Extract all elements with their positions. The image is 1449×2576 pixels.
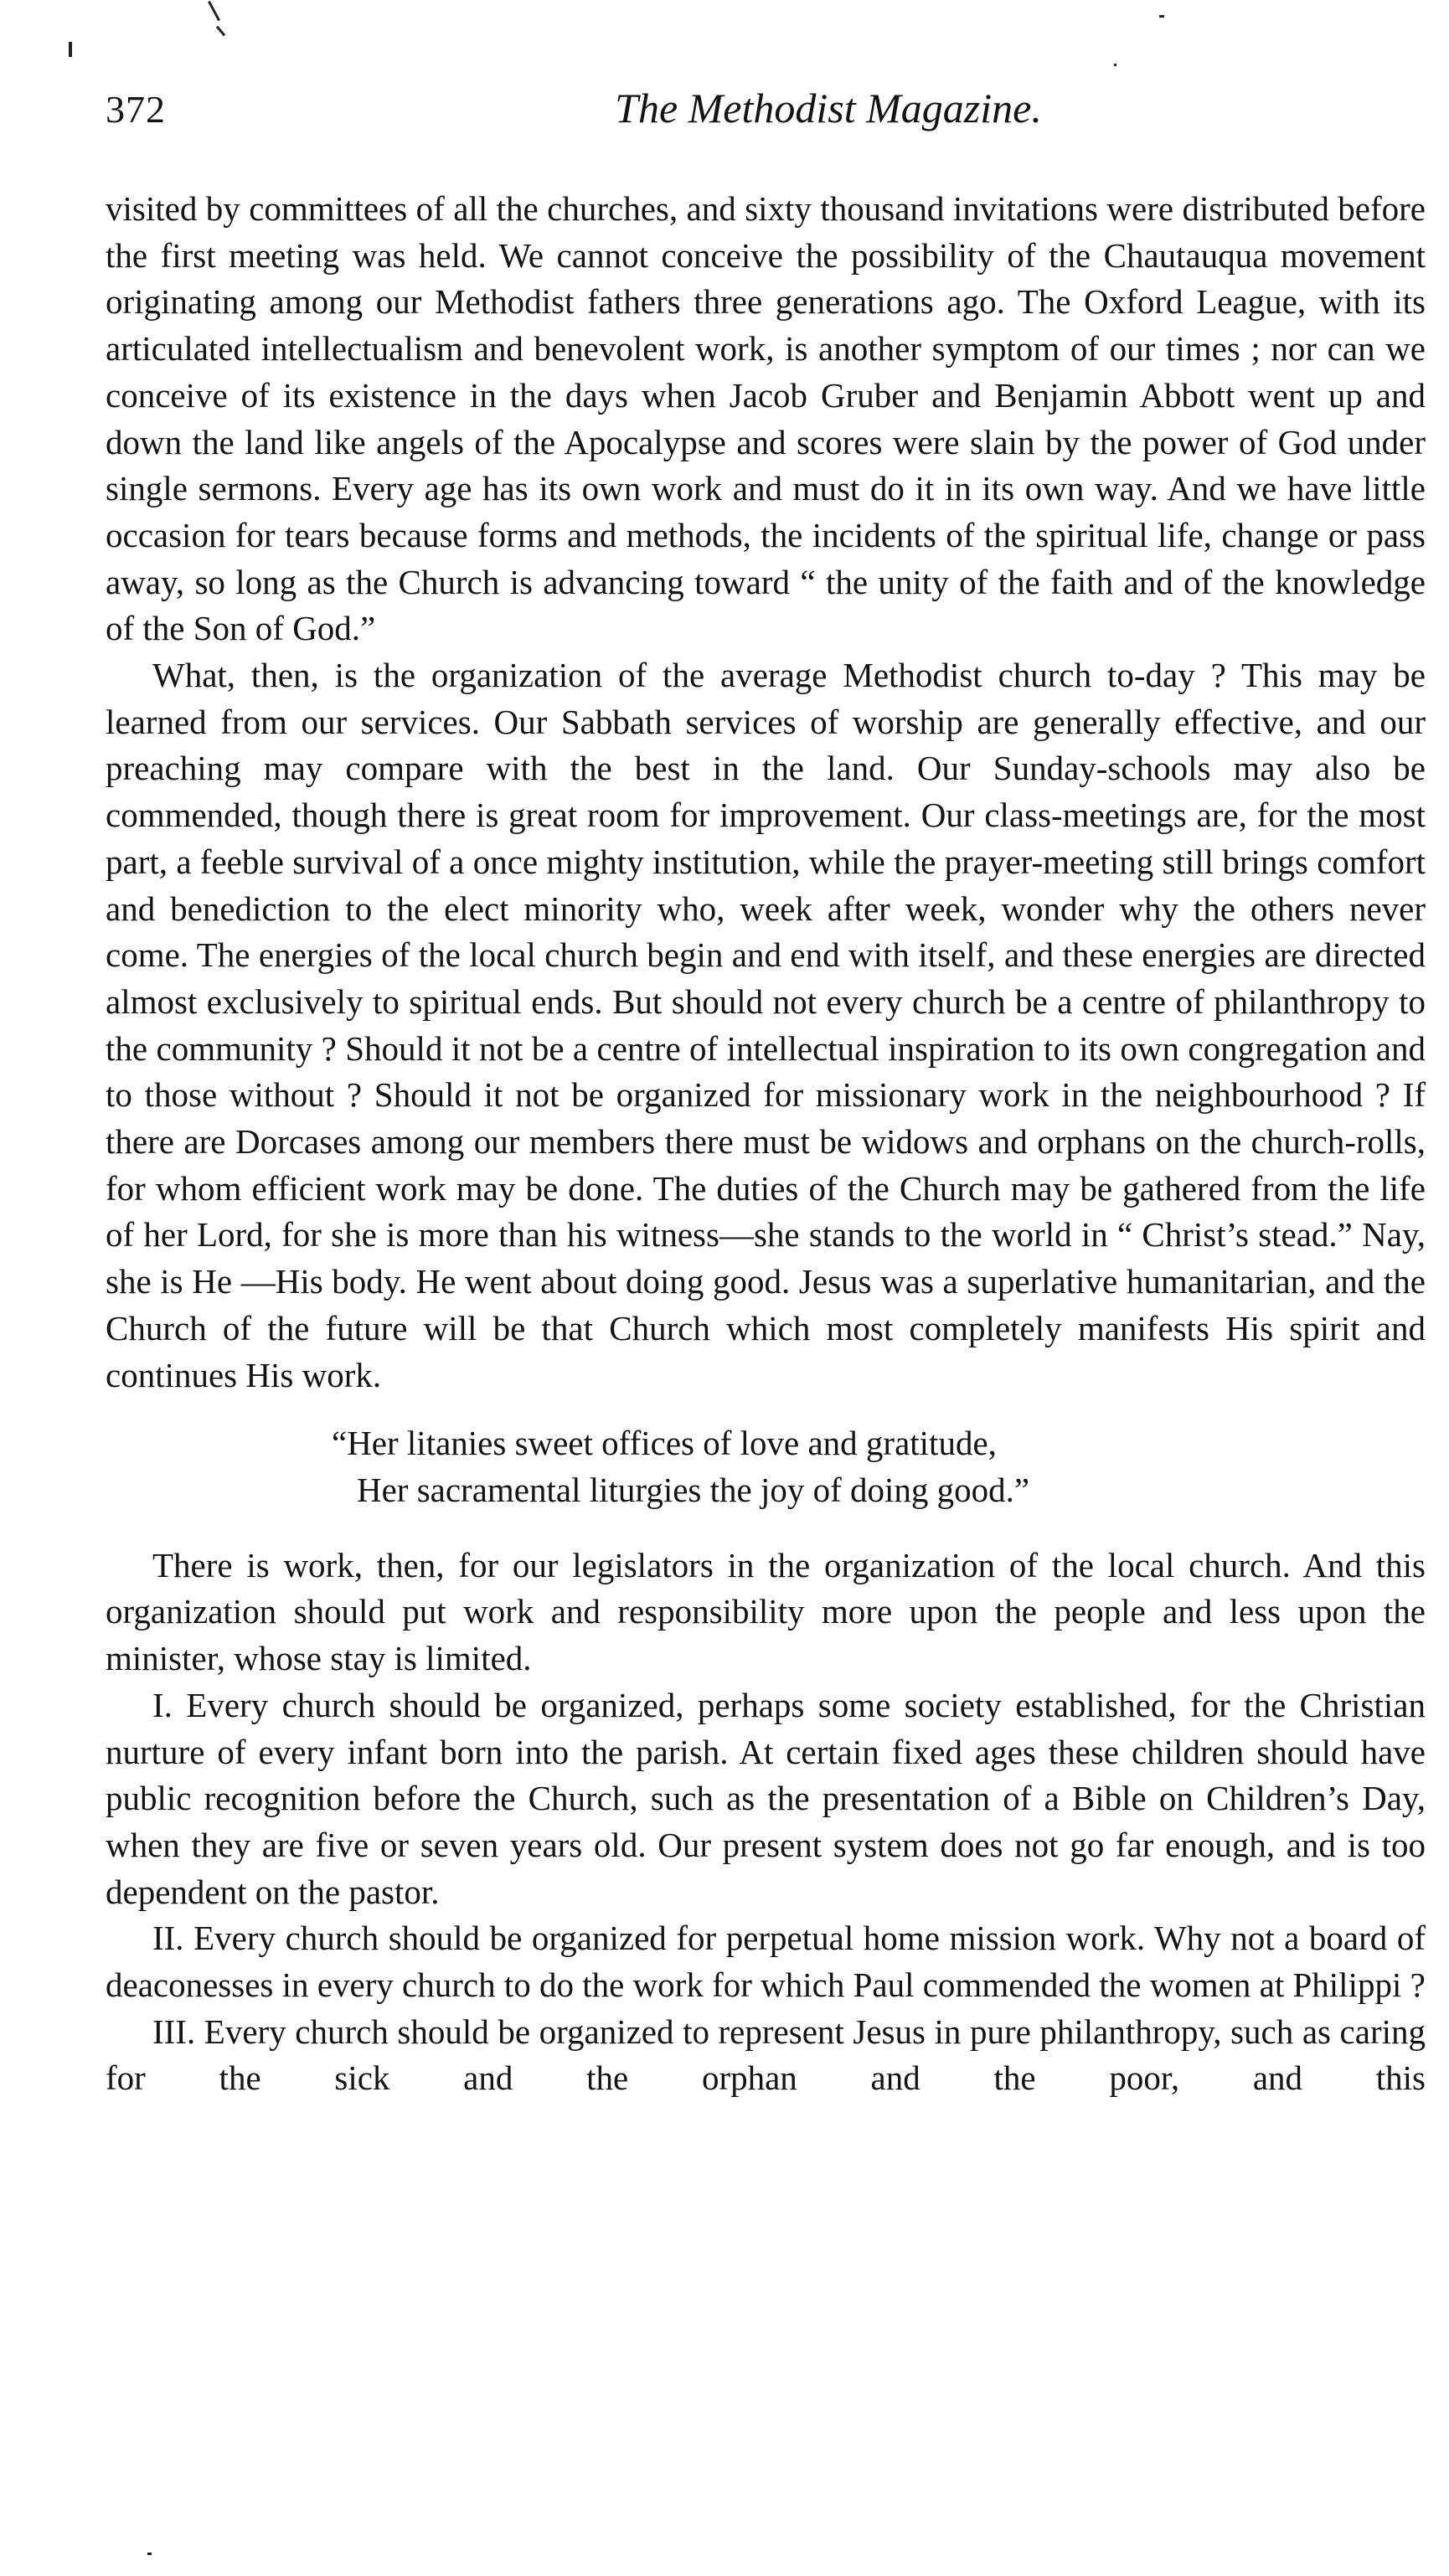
scan-mark <box>216 26 225 37</box>
running-title: The Methodist Magazine. <box>615 85 1042 131</box>
quote-line: Her sacramental liturgies the joy of doing good.” <box>357 1470 1030 1509</box>
scan-mark <box>147 2553 152 2555</box>
paragraph: visited by committees of all the churches, and sixty thousand invitations were distributed before the first meeting was held. We cannot conceive the possibility of the Chautauqua movement originating among our Methodist fathers three generations ago. The Oxford League, with its articulated intellectualism and benevolent work, is another symptom of our times ; nor can we conceive of its existence in the days when Jacob Gruber and Benjamin Abbott went up and down the land like angels of the Apocalypse and scores were slain by the power of God under single sermons. Every age has its own work and must do it in its own way. And we have little occasion for tears because forms and methods, the incidents of the spiritual life, change or pass away, so long as the Church is advancing toward “ the unity of the faith and of the knowledge of the Son of God.” <box>106 189 1426 648</box>
paragraph: II. Every church should be organized for perpetual home mission work. Why not a board of deaconesses in every church to do the work for which Paul commended the women at Philippi ? <box>106 1919 1426 2005</box>
page-header <box>106 80 1426 147</box>
quote-line: “Her litanies sweet offices of love and gratitude, <box>332 1424 997 1463</box>
paragraph: What, then, is the organization of the average Methodist church to-day ? This may be learned from our services. Our Sabbath services of worship are generally effective, and our preaching may compare with the best in the land. Our Sunday-schools may also be commended, though there is great room for improvement. Our class-meetings are, for the most part, a feeble survival of a once mighty institution, while the prayer-meeting still brings comfort and benediction to the elect minority who, week after week, wonder why the others never come. The energies of the local church begin and end with itself, and these energies are directed almost exclusively to spiritual ends. But should not every church be a centre of philanthropy to the community ? Should it not be a centre of intellectual inspiration to its own congregation and to those without ? Should it not be organized for missionary work in the neighbourhood ? If there are Dorcases among our members there must be widows and orphans on the church-rolls, for whom efficient work may be done. The duties of the Church may be gathered from the life of her Lord, for she is more than his witness—she stands to the world in “ Christ’s stead.” Nay, she is He —His body. He went about doing good. Jesus was a superlative humanitarian, and the Church of the future will be that Church which most completely manifests His spirit and continues His work. <box>106 656 1426 1394</box>
scan-mark <box>208 1 220 21</box>
scan-mark <box>1159 15 1164 18</box>
paragraph: III. Every church should be organized to represent Jesus in pure philanthropy, such as caring for the sick and the orphan and the poor, and this <box>106 2012 1426 2098</box>
scan-mark <box>1114 64 1116 66</box>
article-body <box>106 186 1426 2102</box>
scan-mark <box>69 42 72 57</box>
verse-quotation <box>106 1420 1426 1513</box>
paragraph: There is work, then, for our legislators in the organization of the local church. And this organization should put work and responsibility more upon the people and less upon the minister, whose stay is limited. <box>106 1545 1426 1678</box>
paragraph: I. Every church should be organized, perhaps some society established, for the Christian nurture of every infant born into the parish. At certain fixed ages these children should have public recognition before the Church, such as the presentation of a Bible on Children’s Day, when they are five or seven years old. Our present system does not go far enough, and is too dependent on the pastor. <box>106 1685 1426 1911</box>
page-number: 372 <box>106 88 166 131</box>
